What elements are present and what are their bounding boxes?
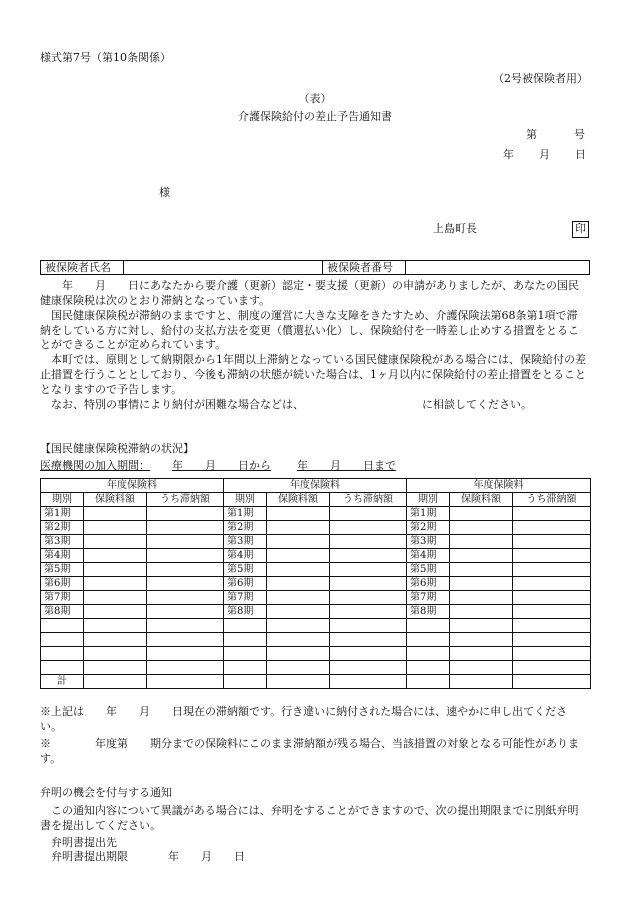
arrears-cell	[513, 647, 591, 661]
period-cell: 第1期	[224, 507, 267, 521]
period-cell: 第6期	[224, 577, 267, 591]
table-row	[41, 619, 591, 633]
body-paragraph-4b: に相談してください。	[422, 397, 532, 411]
note-2: ※ 年度第 期分までの保険料にこのまま滞納額が残る場合、当該措置の対象となる可能性があります。	[40, 736, 579, 765]
fee-cell	[267, 619, 330, 633]
empty-cell	[41, 619, 84, 633]
submit-to: 弁明書提出先	[51, 835, 117, 849]
empty-cell	[41, 647, 84, 661]
fee-cell	[267, 633, 330, 647]
fee-cell	[450, 521, 513, 535]
arrears-cell	[513, 633, 591, 647]
year-fee-header: 年度保険料	[224, 479, 407, 493]
period-cell: 第7期	[224, 591, 267, 605]
fee-cell	[450, 619, 513, 633]
arrears-cell	[147, 619, 224, 633]
period-cell: 第1期	[41, 507, 84, 521]
arrears-cell	[330, 605, 407, 619]
period-cell: 第4期	[224, 549, 267, 563]
arrears-cell	[330, 591, 407, 605]
arrears-cell	[513, 535, 591, 549]
arrears-table	[40, 478, 591, 689]
arrears-cell	[147, 549, 224, 563]
arrears-cell	[147, 521, 224, 535]
arrears-cell	[147, 591, 224, 605]
fee-col-header: 保険料額	[84, 493, 147, 507]
arrears-cell	[513, 521, 591, 535]
insured-type: （2号被保険者用）	[493, 72, 588, 85]
table-row	[41, 661, 591, 675]
fee-col-header: 保険料額	[450, 493, 513, 507]
arrears-cell	[330, 577, 407, 591]
fee-cell	[267, 535, 330, 549]
arrears-cell	[147, 661, 224, 675]
arrears-col-header: うち滞納額	[513, 493, 591, 507]
date-month: 月	[539, 148, 550, 161]
table-row	[41, 521, 591, 535]
empty-cell	[224, 619, 267, 633]
arrears-cell	[513, 591, 591, 605]
period-cell: 第2期	[41, 521, 84, 535]
name-label: 被保険者氏名	[41, 261, 124, 275]
period-cell: 第6期	[407, 577, 450, 591]
fee-cell	[84, 507, 147, 521]
arrears-cell	[513, 619, 591, 633]
fee-cell	[450, 605, 513, 619]
period-cell: 第4期	[41, 549, 84, 563]
year-fee-header: 年度保険料	[407, 479, 591, 493]
column-header-row	[41, 493, 591, 507]
seal-mark: 印	[572, 221, 589, 238]
fee-cell	[267, 507, 330, 521]
arrears-cell	[513, 549, 591, 563]
arrears-cell	[147, 535, 224, 549]
arrears-cell	[147, 577, 224, 591]
fee-cell	[450, 549, 513, 563]
period-cell: 第2期	[407, 521, 450, 535]
period-cell: 第3期	[407, 535, 450, 549]
fee-cell	[450, 675, 513, 689]
empty-cell	[41, 633, 84, 647]
number-label: 被保険者番号	[323, 261, 406, 275]
deadline-row	[40, 850, 588, 865]
period-cell: 第3期	[41, 535, 84, 549]
fee-cell	[267, 605, 330, 619]
empty-cell	[407, 675, 450, 689]
arrears-col-header: うち滞納額	[147, 493, 224, 507]
arrears-col-header: うち滞納額	[330, 493, 407, 507]
period-cell: 第3期	[224, 535, 267, 549]
defense-heading: 弁明の機会を付与する通知	[40, 786, 172, 799]
empty-cell	[41, 661, 84, 675]
fee-cell	[267, 591, 330, 605]
total-label: 計	[41, 675, 84, 689]
table-row	[41, 633, 591, 647]
arrears-cell	[330, 521, 407, 535]
fee-cell	[267, 675, 330, 689]
arrears-cell	[330, 633, 407, 647]
body-paragraph-2: 国民健康保険税が滞納のままですと、制度の運営に大きな支障をきたすため、介護保険法第68条第1項で滞納をしている方に対し、給付の支払方法を変更（償還払い化）し、保険給付を一時差し止めする措置をとることができることが定められています。	[40, 308, 579, 352]
fee-cell	[84, 591, 147, 605]
empty-cell	[407, 647, 450, 661]
fee-cell	[450, 577, 513, 591]
arrears-cell	[330, 619, 407, 633]
arrears-cell	[513, 577, 591, 591]
fee-cell	[84, 577, 147, 591]
arrears-cell	[147, 633, 224, 647]
arrears-cell	[147, 647, 224, 661]
deadline-label: 弁明書提出期限	[51, 850, 128, 864]
table-row	[41, 507, 591, 521]
fee-cell	[84, 605, 147, 619]
fee-cell	[267, 563, 330, 577]
period-cell: 第8期	[407, 605, 450, 619]
period-cell: 第2期	[224, 521, 267, 535]
fee-cell	[450, 535, 513, 549]
arrears-cell	[147, 563, 224, 577]
fee-cell	[84, 675, 147, 689]
side-label: （表）	[298, 92, 332, 105]
name-value	[124, 261, 323, 275]
document-title: 介護保険給付の差止予告通知書	[238, 110, 392, 123]
deadline-value: 年 月 日	[168, 850, 245, 864]
arrears-cell	[513, 661, 591, 675]
table-row	[41, 563, 591, 577]
arrears-cell	[330, 647, 407, 661]
fee-cell	[84, 647, 147, 661]
number-go: 号	[574, 128, 585, 141]
period-cell: 第1期	[407, 507, 450, 521]
period-cell: 第7期	[407, 591, 450, 605]
fee-cell	[267, 549, 330, 563]
table-row	[41, 577, 591, 591]
fee-cell	[450, 647, 513, 661]
body-paragraph-3: 本町では、原則として納期限から1年間以上滞納となっている国民健康保険税がある場合には、保険給付の差止措置を行うこととしており、今後も滞納の状態が続いた場合は、1ヶ月以内に保険給付の差止措置をとることとなりますので予告します。	[40, 353, 586, 396]
empty-cell	[224, 647, 267, 661]
fee-cell	[450, 591, 513, 605]
period-cell: 第5期	[224, 563, 267, 577]
form-number: 様式第7号（第10条関係）	[40, 51, 171, 64]
arrears-cell	[330, 563, 407, 577]
fee-cell	[84, 633, 147, 647]
arrears-cell	[330, 661, 407, 675]
insured-info-table	[40, 260, 590, 275]
empty-cell	[224, 661, 267, 675]
fee-cell	[450, 633, 513, 647]
period-from: 年 月 日から	[172, 459, 271, 472]
period-cell: 第8期	[41, 605, 84, 619]
arrears-cell	[330, 675, 407, 689]
arrears-cell	[330, 549, 407, 563]
defense-text: この通知内容について異議がある場合には、弁明をすることができますので、次の提出期限までに別紙弁明書を提出してください。	[40, 803, 579, 832]
number-dai: 第	[526, 128, 537, 141]
period-cell: 第7期	[41, 591, 84, 605]
notice-body	[40, 279, 588, 413]
fee-cell	[267, 577, 330, 591]
fee-cell	[450, 563, 513, 577]
notes	[40, 705, 588, 766]
table-row	[41, 675, 591, 689]
arrears-cell	[147, 507, 224, 521]
fee-cell	[450, 507, 513, 521]
arrears-cell	[513, 507, 591, 521]
table-row	[41, 549, 591, 563]
arrears-cell	[513, 675, 591, 689]
fee-cell	[267, 661, 330, 675]
period-cell: 第4期	[407, 549, 450, 563]
table-row	[41, 647, 591, 661]
table-row	[41, 591, 591, 605]
issuer: 上島町長	[433, 222, 477, 235]
status-heading: 【国民健康保険税滞納の状況】	[40, 442, 194, 455]
arrears-table-body	[41, 507, 591, 689]
body-paragraph-1: 年 月 日にあなたから要介護（更新）認定・要支援（更新）の申請がありましたが、あなたの国民健康保険税は次のとおり滞納となっています。	[40, 279, 579, 307]
date-year: 年	[503, 148, 514, 161]
fee-cell	[84, 619, 147, 633]
arrears-cell	[513, 563, 591, 577]
arrears-cell	[513, 605, 591, 619]
fee-cell	[84, 521, 147, 535]
number-value	[406, 261, 590, 275]
table-row	[41, 605, 591, 619]
enrollment-period	[40, 459, 420, 474]
group-header-row	[41, 479, 591, 493]
body-paragraph-4a: なお、特別の事情により納付が困難な場合などは、	[40, 397, 304, 411]
period-cell: 第6期	[41, 577, 84, 591]
fee-cell	[84, 661, 147, 675]
arrears-cell	[147, 675, 224, 689]
fee-cell	[267, 647, 330, 661]
empty-cell	[224, 633, 267, 647]
fee-cell	[84, 549, 147, 563]
empty-cell	[407, 661, 450, 675]
fee-cell	[450, 661, 513, 675]
empty-cell	[407, 619, 450, 633]
arrears-cell	[330, 507, 407, 521]
period-col-header: 期別	[407, 493, 450, 507]
fee-cell	[84, 563, 147, 577]
arrears-cell	[147, 605, 224, 619]
body-paragraph-4	[40, 398, 588, 413]
period-label: 医療機関の加入期間：	[40, 459, 150, 472]
note-1: ※上記は 年 月 日現在の滞納額です。行き違いに納付された場合には、速やかに申し出てください。	[40, 705, 568, 733]
period-cell: 第5期	[407, 563, 450, 577]
period-col-header: 期別	[41, 493, 84, 507]
defense-section	[40, 786, 588, 865]
empty-cell	[407, 633, 450, 647]
fee-cell	[84, 535, 147, 549]
period-to: 年 月 日まで	[297, 459, 396, 472]
period-cell: 第5期	[41, 563, 84, 577]
table-row	[41, 535, 591, 549]
empty-cell	[224, 675, 267, 689]
period-cell: 第8期	[224, 605, 267, 619]
period-col-header: 期別	[224, 493, 267, 507]
date-day: 日	[575, 148, 586, 161]
fee-cell	[267, 521, 330, 535]
fee-col-header: 保険料額	[267, 493, 330, 507]
addressee-suffix: 様	[159, 186, 170, 199]
arrears-cell	[330, 535, 407, 549]
year-fee-header: 年度保険料	[41, 479, 224, 493]
